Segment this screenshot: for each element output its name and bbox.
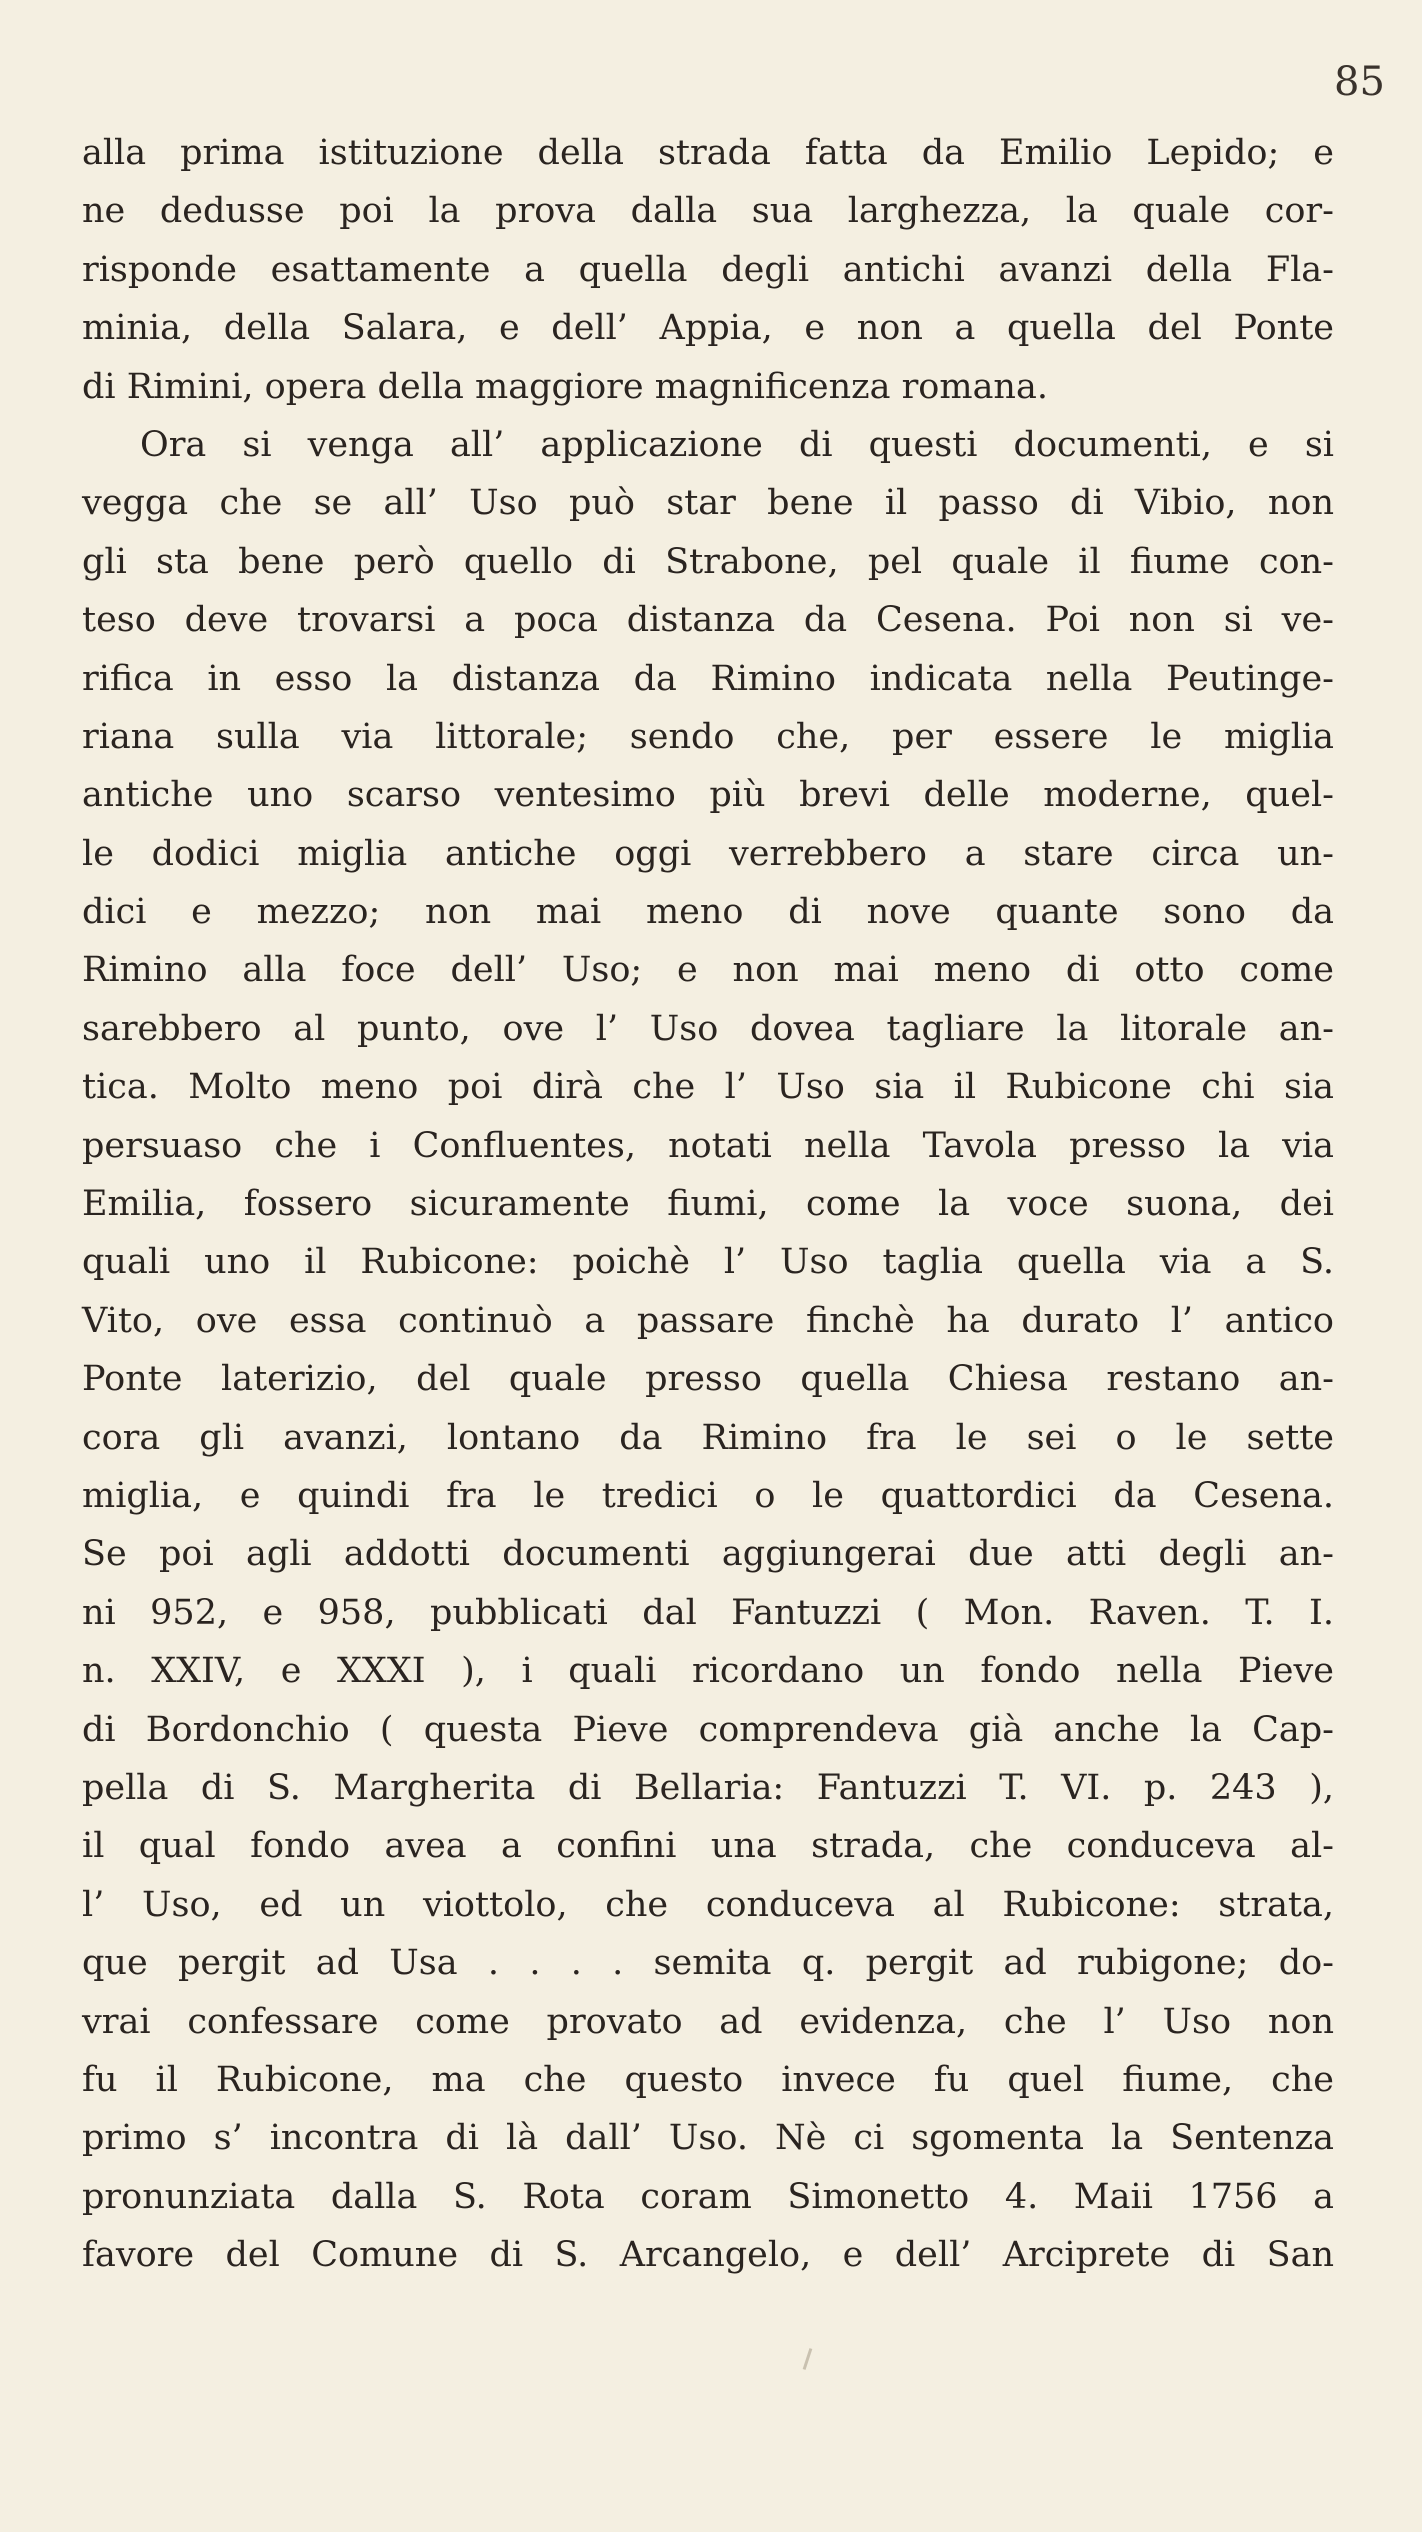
text-line-13: le dodici miglia antiche oggi verrebbero a stare circa un- bbox=[82, 833, 1334, 874]
text-line-2: ne dedusse poi la prova dalla sua larghezza, la quale cor- bbox=[82, 191, 1334, 232]
text-line-11: riana sulla via littorale; sendo che, per essere le miglia bbox=[82, 716, 1334, 757]
text-line-30: il qual fondo avea a confini una strada, che conduceva al- bbox=[82, 1826, 1334, 1867]
text-line-24: miglia, e quindi fra le tredici o le quattordici da Cesena. bbox=[82, 1475, 1334, 1516]
text-line-1: alla prima istituzione della strada fatta da Emilio Lepido; e bbox=[82, 133, 1334, 173]
text-line-27: n. XXIV, e XXXI ), i quali ricordano un fondo nella Pieve bbox=[82, 1651, 1334, 1692]
text-line-12: antiche uno scarso ventesimo più brevi delle moderne, quel- bbox=[82, 775, 1334, 816]
text-line-5: di Rimini, opera della maggiore magnificenza romana. bbox=[82, 366, 1048, 407]
text-line-7: vegga che se all’ Uso può star bene il passo di Vibio, non bbox=[82, 483, 1334, 524]
text-line-35: primo s’ incontra di là dall’ Uso. Nè ci sgomenta la Sentenza bbox=[82, 2118, 1334, 2159]
text-line-22: Ponte laterizio, del quale presso quella Chiesa restano an- bbox=[82, 1359, 1334, 1400]
text-line-20: quali uno il Rubicone: poichè l’ Uso taglia quella via a S. bbox=[82, 1242, 1334, 1283]
text-line-15: Rimino alla foce dell’ Uso; e non mai meno di otto come bbox=[82, 950, 1334, 991]
text-line-14: dici e mezzo; non mai meno di nove quante sono da bbox=[82, 892, 1334, 933]
text-line-4: minia, della Salara, e dell’ Appia, e non a quella del Ponte bbox=[82, 308, 1334, 349]
text-line-16: sarebbero al punto, ove l’ Uso dovea tagliare la litorale an- bbox=[82, 1008, 1334, 1049]
text-line-31: l’ Uso, ed un viottolo, che conduceva al Rubicone: strata, bbox=[82, 1884, 1334, 1925]
text-line-32: que pergit ad Usa . . . . semita q. pergit ad rubigone; do- bbox=[82, 1943, 1334, 1984]
text-line-8: gli sta bene però quello di Strabone, pel quale il fiume con- bbox=[82, 541, 1334, 582]
text-line-25: Se poi agli addotti documenti aggiungerai due atti degli an- bbox=[82, 1534, 1334, 1575]
text-line-9: teso deve trovarsi a poca distanza da Cesena. Poi non si ve- bbox=[82, 600, 1334, 641]
text-line-3: risponde esattamente a quella degli antichi avanzi della Fla- bbox=[82, 249, 1334, 290]
text-line-10: rifica in esso la distanza da Rimino indicata nella Peutinge- bbox=[82, 658, 1334, 699]
text-line-23: cora gli avanzi, lontano da Rimino fra le sei o le sette bbox=[82, 1417, 1334, 1458]
paper-mark bbox=[803, 2348, 813, 2370]
text-line-28: di Bordonchio ( questa Pieve comprendeva già anche la Cap- bbox=[82, 1709, 1334, 1750]
text-line-21: Vito, ove essa continuò a passare finchè ha durato l’ antico bbox=[82, 1300, 1334, 1341]
text-line-29: pella di S. Margherita di Bellaria: Fantuzzi T. VI. p. 243 ), bbox=[82, 1767, 1334, 1808]
text-line-6: Ora si venga all’ applicazione di questi documenti, e si bbox=[140, 424, 1334, 465]
body-text bbox=[82, 124, 1334, 2284]
text-line-18: persuaso che i Confluentes, notati nella Tavola presso la via bbox=[82, 1125, 1334, 1166]
text-line-17: tica. Molto meno poi dirà che l’ Uso sia il Rubicone chi sia bbox=[82, 1067, 1334, 1108]
text-line-33: vrai confessare come provato ad evidenza, che l’ Uso non bbox=[82, 2001, 1334, 2042]
text-line-19: Emilia, fossero sicuramente fiumi, come la voce suona, dei bbox=[82, 1184, 1334, 1225]
text-line-36: pronunziata dalla S. Rota coram Simonetto 4. Maii 1756 a bbox=[82, 2176, 1334, 2217]
text-line-37: favore del Comune di S. Arcangelo, e dell’ Arciprete di San bbox=[82, 2235, 1334, 2276]
text-line-26: ni 952, e 958, pubblicati dal Fantuzzi ( Mon. Raven. T. I. bbox=[82, 1592, 1334, 1633]
page-number: 85 bbox=[1334, 59, 1385, 105]
text-line-34: fu il Rubicone, ma che questo invece fu quel fiume, che bbox=[82, 2059, 1334, 2100]
